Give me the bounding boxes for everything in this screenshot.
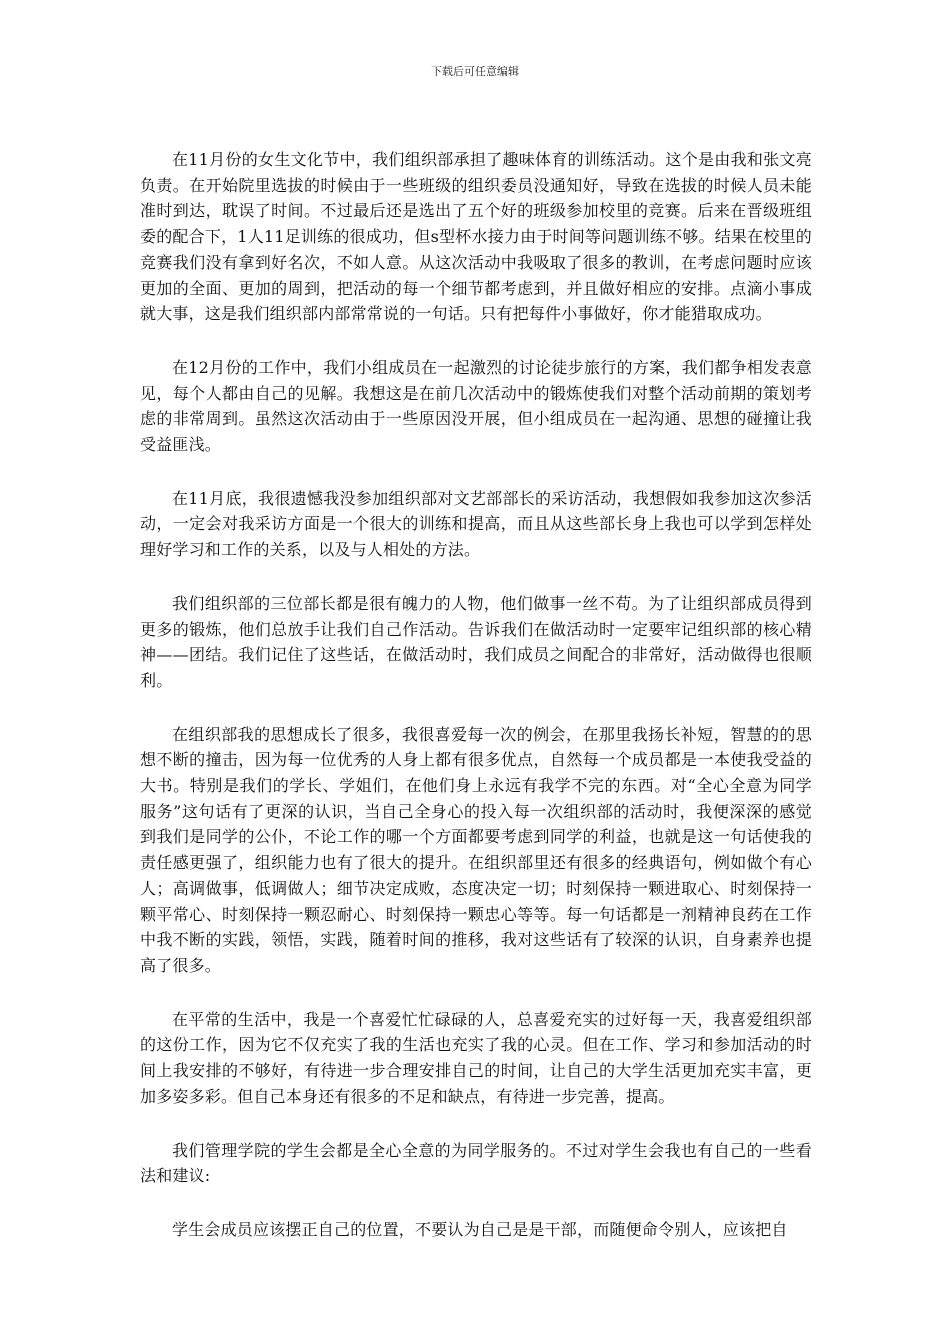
paragraph-interview-activity: 在11月底，我很遗憾我没参加组织部对文艺部部长的采访活动，我想假如我参加这次参活动，一定会对我采访方面是一个很大的训练和提高，而且从这些部长身上我也可以学到怎样处理好学习和工作的关系，以及与人相处的方法。 [140,488,812,560]
paragraph-department-ministers: 我们组织部的三位部长都是很有魄力的人物，他们做事一丝不苟。为了让组织部成员得到更多的锻炼，他们总放手让我们自己作活动。告诉我们在做活动时一定要牢记组织部的核心精神——团结。我们记住了这些话，在做活动时，我们成员之间配合的非常好，活动做得也很顺利。 [140,593,812,690]
paragraph-dec-hiking-plan: 在12月份的工作中，我们小组成员在一起激烈的讨论徒步旅行的方案，我们都争相发表意见，每个人都由自己的见解。我想这是在前几次活动中的锻炼使我们对整个活动前期的策划考虑的非常周到。虽然这次活动由于一些原因没开展，但小组成员在一起沟通、思想的碰撞让我受益匪浅。 [140,357,812,455]
page-header: 下载后可任意编辑 [431,65,519,78]
paragraph-suggestion: 学生会成员应该摆正自己的位置，不要认为自己是是干部，而随便命令别人，应该把自 [172,1219,788,1239]
paragraph-personal-growth: 在组织部我的思想成长了很多，我很喜爱每一次的例会，在那里我扬长补短，智慧的的思想不断的撞击，因为每一位优秀的人身上都有很多优点，自然每一个成员都是一本使我受益的大书。特别是我们的学长、学姐们，在他们身上永远有我学不完的东西。对“全心全意为同学服务”这句话有了更深的认识，当自己全身心的投入每一次组织部的活动时，我便深深的感觉到我们是同学的公仆，不论工作的哪一个方面都要考虑到同学的利益，也就是这一句话使我的责任感更强了，组织能力也有了很大的提升。在组织部里还有很多的经典语句，例如做个有心人；高调做事，低调做人；细节决定成败，态度决定一切；时刻保持一颗进取心、时刻保持一颗平常心、时刻保持一颗忍耐心、时刻保持一颗忠心等等。每一句话都是一剂精神良药在工作中我不断的实践，领悟，实践，随着时间的推移，我对这些话有了较深的认识，自身素养也提高了很多。 [140,724,812,975]
paragraph-student-union-intro: 我们管理学院的学生会都是全心全意的为同学服务的。不过对学生会我也有自己的一些看法和建议: [140,1140,812,1186]
paragraph-nov-sports-training: 在11月份的女生文化节中，我们组织部承担了趣味体育的训练活动。这个是由我和张文亮负责。在开始院里选拔的时候由于一些班级的组织委员没通知好，导致在选拔的时候人员未能准时到达，耽误了时间。不过最后还是选出了五个好的班级参加校里的竞赛。后来在晋级班组委的配合下，1人11足训练的很成功，但s型杯水接力由于时间等问题训练不够。结果在校里的竞赛我们没有拿到好名次，不如人意。从这次活动中我吸取了很多的教训，在考虑问题时应该更加的全面、更加的周到，把活动的每一个细节都考虑到，并且做好相应的安排。点滴小事成就大事，这是我们组织部内部常常说的一句话。只有把每件小事做好，你才能猎取成功。 [140,150,812,324]
paragraph-daily-life: 在平常的生活中，我是一个喜爱忙忙碌碌的人，总喜爱充实的过好每一天，我喜爱组织部的这份工作，因为它不仅充实了我的生活也充实了我的心灵。但在工作、学习和参加活动的时间上我安排的不够好，有待进一步合理安排自己的时间，让自己的大学生活更加充实丰富，更加多姿多彩。但自己本身还有很多的不足和缺点，有待进一步完善，提高。 [140,1009,812,1106]
document-body [140,147,812,1243]
